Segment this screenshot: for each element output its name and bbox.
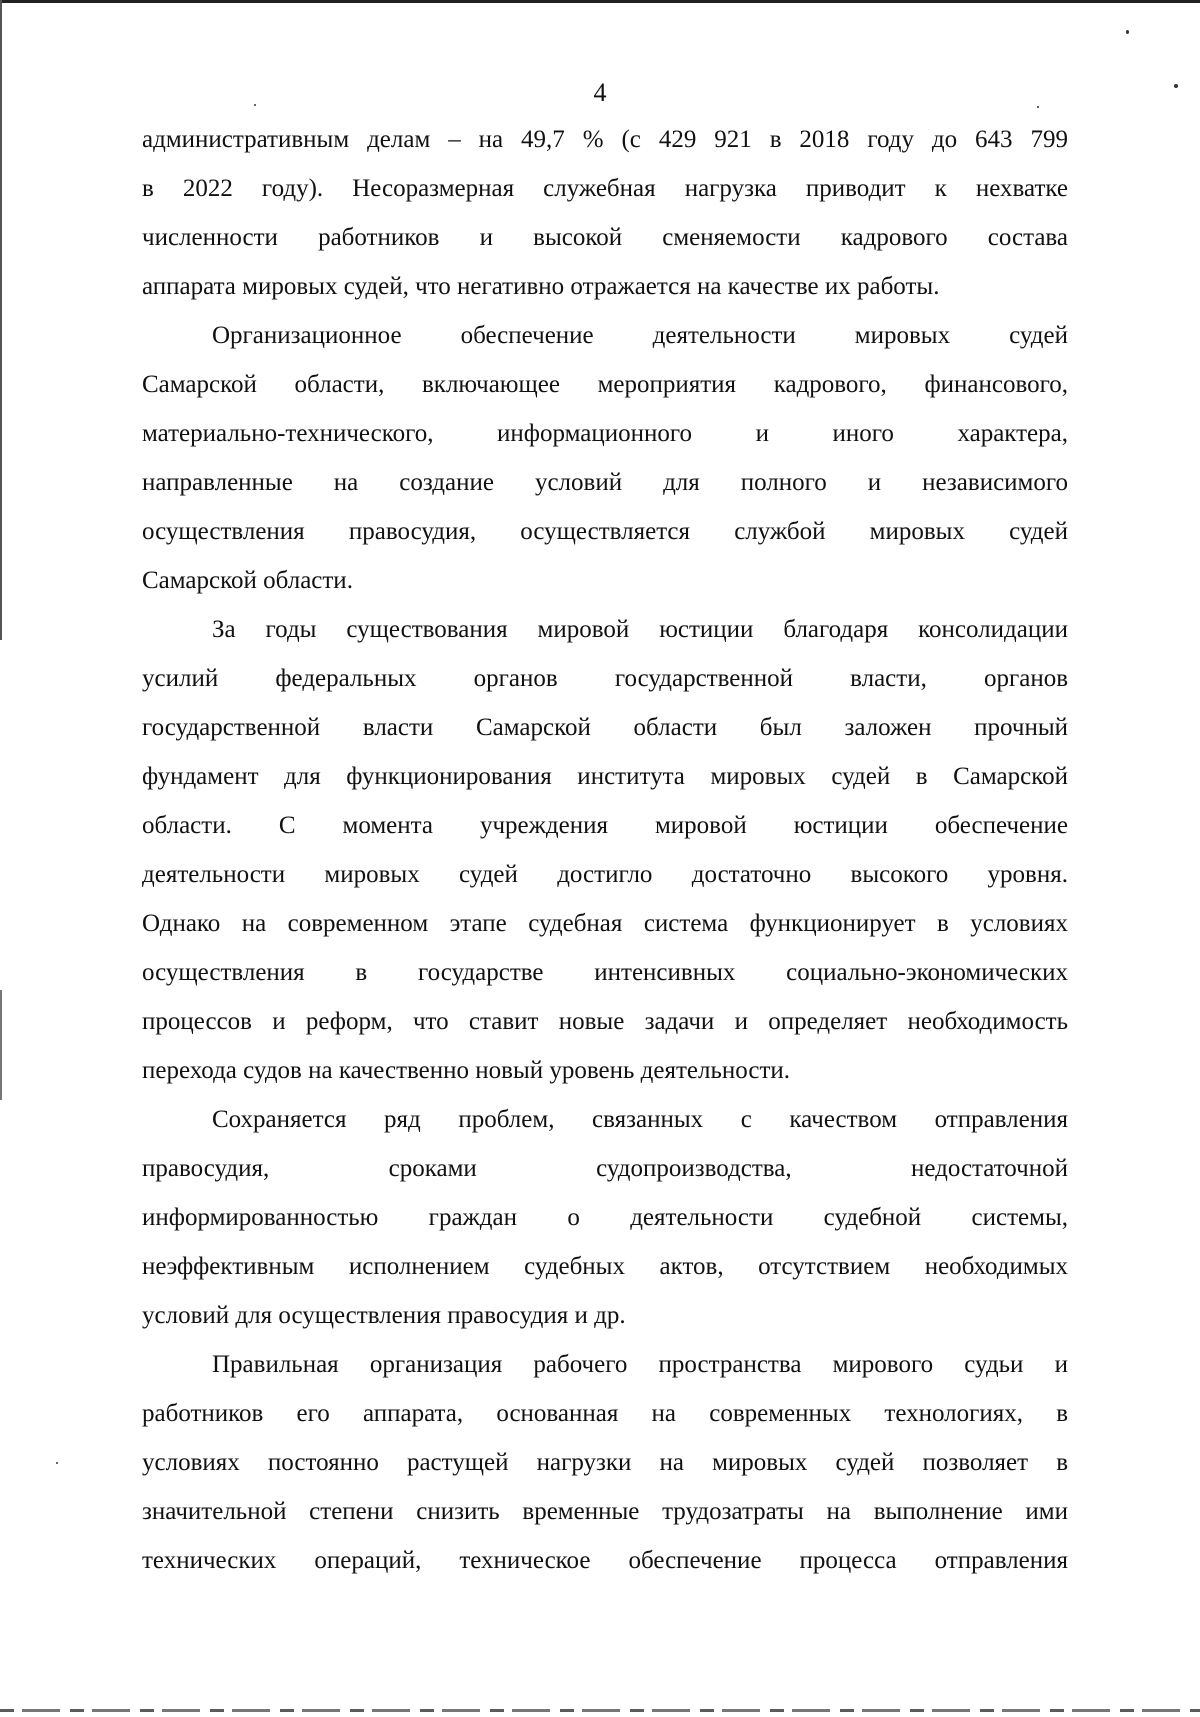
text-line: значительной степени снизить временные трудозатраты на выполнение ими: [142, 1498, 1068, 1525]
scan-top-edge: [0, 0, 1200, 3]
scan-speck: [56, 1462, 58, 1464]
text-line: правосудия, сроками судопроизводства, недостаточной: [142, 1155, 1068, 1182]
text-line: в 2022 году). Несоразмерная служебная нагрузка приводит к нехватке: [142, 175, 1068, 202]
text-line: технических операций, техническое обеспечение процесса отправления: [142, 1547, 1068, 1574]
page-number: 4: [593, 78, 607, 107]
text-line: условий для осуществления правосудия и др.: [142, 1302, 626, 1329]
paragraph-5: [142, 1340, 1068, 1585]
text-line: осуществления в государстве интенсивных социально-экономических: [142, 959, 1068, 986]
text-line: неэффективным исполнением судебных актов, отсутствием необходимых: [142, 1253, 1068, 1280]
text-line: административным делам – на 49,7 % (с 429 921 в 2018 году до 643 799: [142, 126, 1068, 153]
text-line: Сохраняется ряд проблем, связанных с качеством отправления: [212, 1106, 1068, 1133]
scan-speck: [1126, 30, 1129, 34]
scan-bottom-edge: [0, 1709, 1200, 1712]
text-line: аппарата мировых судей, что негативно отражается на качестве их работы.: [142, 273, 940, 300]
text-line: деятельности мировых судей достигло достаточно высокого уровня.: [142, 861, 1068, 888]
text-line: области. С момента учреждения мировой юстиции обеспечение: [142, 812, 1068, 839]
text-line: Правильная организация рабочего пространства мирового судьи и: [212, 1351, 1068, 1378]
text-line: процессов и реформ, что ставит новые задачи и определяет необходимость: [142, 1008, 1068, 1035]
document-body: [142, 115, 1068, 1585]
text-line: материально-технического, информационного и иного характера,: [142, 420, 1068, 447]
scan-left-edge-lower: [0, 990, 2, 1100]
paragraph-1: [142, 115, 1068, 311]
text-line: условиях постоянно растущей нагрузки на мировых судей позволяет в: [142, 1449, 1068, 1476]
text-line: численности работников и высокой сменяемости кадрового состава: [142, 224, 1068, 251]
text-line: Самарской области, включающее мероприятия кадрового, финансового,: [142, 371, 1068, 398]
paragraph-2: [142, 311, 1068, 605]
text-line: информированностью граждан о деятельности судебной системы,: [142, 1204, 1068, 1231]
text-line: усилий федеральных органов государственной власти, органов: [142, 665, 1068, 692]
paragraph-3: [142, 605, 1068, 1095]
text-line: направленные на создание условий для полного и независимого: [142, 469, 1068, 496]
text-line: работников его аппарата, основанная на современных технологиях, в: [142, 1400, 1068, 1427]
text-line: Однако на современном этапе судебная система функционирует в условиях: [142, 910, 1068, 937]
paragraph-4: [142, 1095, 1068, 1340]
text-line: фундамент для функционирования института мировых судей в Самарской: [142, 763, 1068, 790]
text-line: Организационное обеспечение деятельности мировых судей: [212, 322, 1068, 349]
text-line: перехода судов на качественно новый уровень деятельности.: [142, 1057, 791, 1084]
text-line: Самарской области.: [142, 567, 353, 594]
text-line: государственной власти Самарской области был заложен прочный: [142, 714, 1068, 741]
text-line: За годы существования мировой юстиции благодаря консолидации: [212, 616, 1068, 643]
text-line: осуществления правосудия, осуществляется службой мировых судей: [142, 518, 1068, 545]
